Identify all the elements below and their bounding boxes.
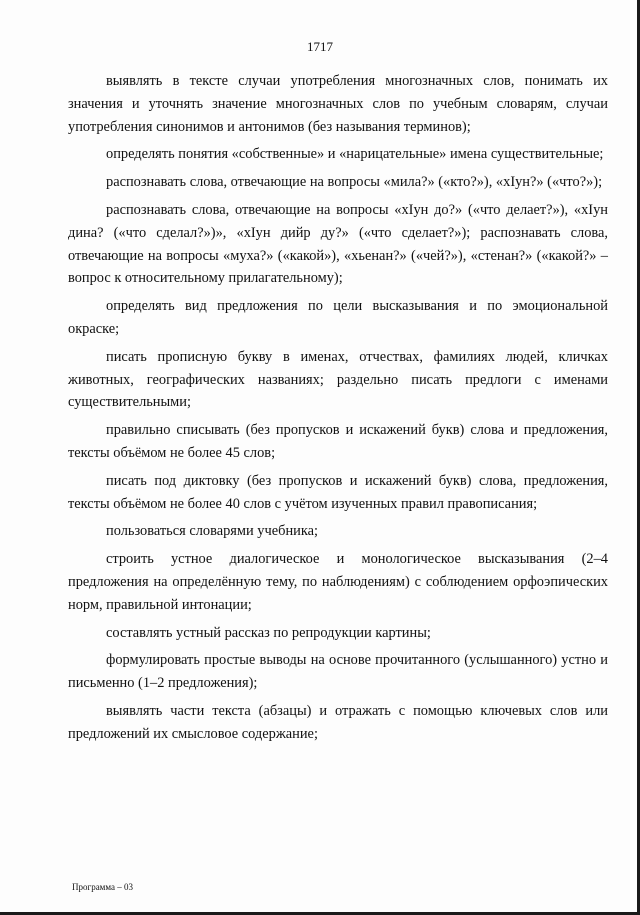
paragraph-5: определять вид предложения по цели высказывания и по эмоциональной окраске;: [68, 298, 608, 337]
paragraph-8: писать под диктовку (без пропусков и искажений букв) слова, предложения, тексты объёмом не более 40 слов с учётом изученных правил правописания;: [68, 472, 608, 512]
paragraph-6: писать прописную букву в именах, отчествах, фамилиях людей, кличках животных, географических названиях; раздельно писать предлоги с именами существительными;: [68, 348, 608, 411]
paragraph-3: распознавать слова, отвечающие на вопросы «мила?» («кто?»), «хIун?» («что?»);: [106, 174, 603, 191]
body-text: [68, 70, 608, 751]
paragraph-2: определять понятия «собственные» и «нарицательные» имена существительные;: [106, 146, 604, 163]
paragraph-11: составлять устный рассказ по репродукции картины;: [106, 624, 431, 641]
paragraph-13: выявлять части текста (абзацы) и отражать с помощью ключевых слов или предложений их смысловое содержание;: [68, 702, 608, 742]
paragraph-9: пользоваться словарями учебника;: [106, 523, 319, 540]
paragraph-10: строить устное диалогическое и монологическое высказывания (2–4 предложения на определённую тему, по наблюдениям) с соблюдением орфоэпических норм, правильной интонации;: [68, 551, 608, 613]
paragraph-7: правильно списывать (без пропусков и искажений букв) слова и предложения, тексты объёмом не более 45 слов;: [68, 422, 608, 461]
paragraph-12: формулировать простые выводы на основе прочитанного (услышанного) устно и письменно (1–2 предложения);: [68, 652, 608, 692]
paragraph-4: распознавать слова, отвечающие на вопросы «хIун до?» («что делает?»), «хIун дина? («что сделал?»)», «хIун дийр ду?» («что сделает?»); распознавать слова, отвечающие на вопросы «муха?» («какой»), «хьенан?» («чей?»), «стенан?» («какой?» – вопрос к относительному прилагательному);: [68, 201, 608, 287]
paragraph-1: выявлять в тексте случаи употребления многозначных слов, понимать их значения и уточнять значение многозначных слов по учебным словарям, случаи употребления синонимов и антонимов (без называния терминов);: [68, 73, 608, 135]
page-number: 1717: [307, 39, 333, 54]
footer-label: Программа – 03: [72, 882, 134, 892]
